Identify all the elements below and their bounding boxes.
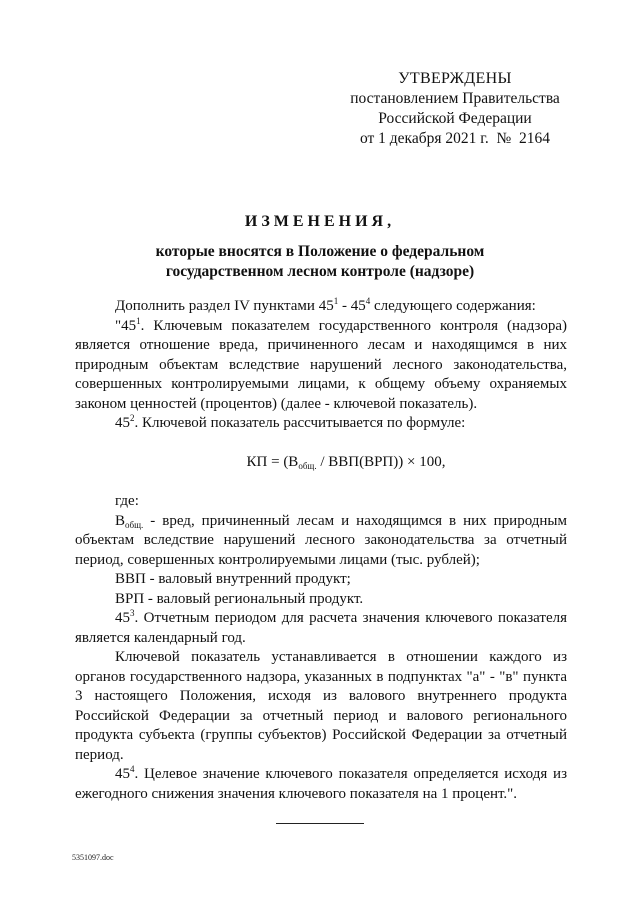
p454-sup: 4 <box>130 764 135 774</box>
formula-text-a: КП = (В <box>246 453 299 470</box>
document-body <box>75 297 567 804</box>
paragraph-45-4 <box>75 765 567 804</box>
end-divider <box>276 823 364 824</box>
document-subtitle <box>130 242 510 282</box>
definition-vvp: ВВП - валовый внутренний продукт; <box>115 571 351 587</box>
intro-sup-2: 4 <box>365 296 371 306</box>
intro-text-b: - 45 <box>338 298 366 314</box>
p451-text: . Ключевым показателем государственного контроля (надзора) является отношение вреда, причиненного лесам и находящимся в них природным объектам вследствие нарушений лесного законодательства, совершенных контролируемыми лицами, к общему объему охраняемых законом ценностей (процентов) (далее - ключевой показатель). <box>75 317 567 412</box>
subtitle-line-2: государственном лесном контроле (надзоре) <box>165 263 475 280</box>
formula-sub: общ. <box>298 460 317 471</box>
p451-sup: 1 <box>136 315 141 326</box>
p452-sup: 2 <box>130 413 135 423</box>
p454-text: . Целевое значение ключевого показателя определяется исходя из ежегодного снижения значения ключевого показателя на 1 процент.". <box>75 766 567 802</box>
approval-date: от 1 декабря 2021 г. <box>359 130 489 147</box>
approval-number: 2164 <box>519 130 551 147</box>
paragraph-45-2 <box>75 414 567 434</box>
p452-num: 45 <box>115 415 130 431</box>
approval-block <box>340 69 570 149</box>
paragraph-45-3-continued: Ключевой показатель устанавливается в отношении каждого из органов государственного надзора, указанных в подпунктах "а" - "в" пункта 3 настоящего Положения, исходя из валового внутреннего продукта Российской Федерации за отчетный период и валового регионального продукта субъекта (группы субъектов) Российской Федерации за отчетный период. <box>75 649 567 763</box>
definition-vrp: ВРП - валовый региональный продукт. <box>115 590 364 607</box>
formula-text-b: / ВВП(ВРП)) × 100, <box>316 453 446 470</box>
approval-number-sign: № <box>496 130 512 147</box>
approval-date-line <box>340 129 570 149</box>
subtitle-line-1: которые вносятся в Положение о федеральном <box>155 243 485 260</box>
intro-text-a: Дополнить раздел IV пунктами 45 <box>115 298 334 314</box>
approval-line-2: Российской Федерации <box>378 110 532 127</box>
def-b-sub: общ. <box>125 519 144 530</box>
p454-num: 45 <box>115 766 130 782</box>
p453-text: . Отчетным периодом для расчета значения ключевого показателя является календарный год. <box>75 610 567 646</box>
p453-sup: 3 <box>130 608 135 618</box>
def-b-text: - вред, причиненный лесам и находящимся в них природным объектам вследствие нарушений лесного законодательства за отчетный период, совершенных контролируемыми лицами (тыс. рублей); <box>75 512 567 568</box>
where-label: где: <box>115 493 139 509</box>
paragraph-45-3 <box>75 609 567 648</box>
paragraph-45-1 <box>75 317 567 415</box>
intro-text-c: следующего содержания: <box>370 298 536 314</box>
document-title: ИЗМЕНЕНИЯ, <box>244 213 396 230</box>
intro-paragraph <box>75 297 567 317</box>
intro-sup-1: 1 <box>333 296 339 306</box>
p452-text: . Ключевой показатель рассчитывается по формуле: <box>134 415 466 431</box>
def-b-symbol: В <box>115 512 126 529</box>
p453-num: 45 <box>115 610 130 626</box>
document-reference: 5351097.doc <box>72 853 114 862</box>
approval-heading: УТВЕРЖДЕНЫ <box>398 70 512 87</box>
p451-num: "45 <box>115 317 137 334</box>
formula <box>75 453 567 473</box>
approval-line-1: постановлением Правительства <box>350 90 560 107</box>
definition-b <box>75 512 567 571</box>
